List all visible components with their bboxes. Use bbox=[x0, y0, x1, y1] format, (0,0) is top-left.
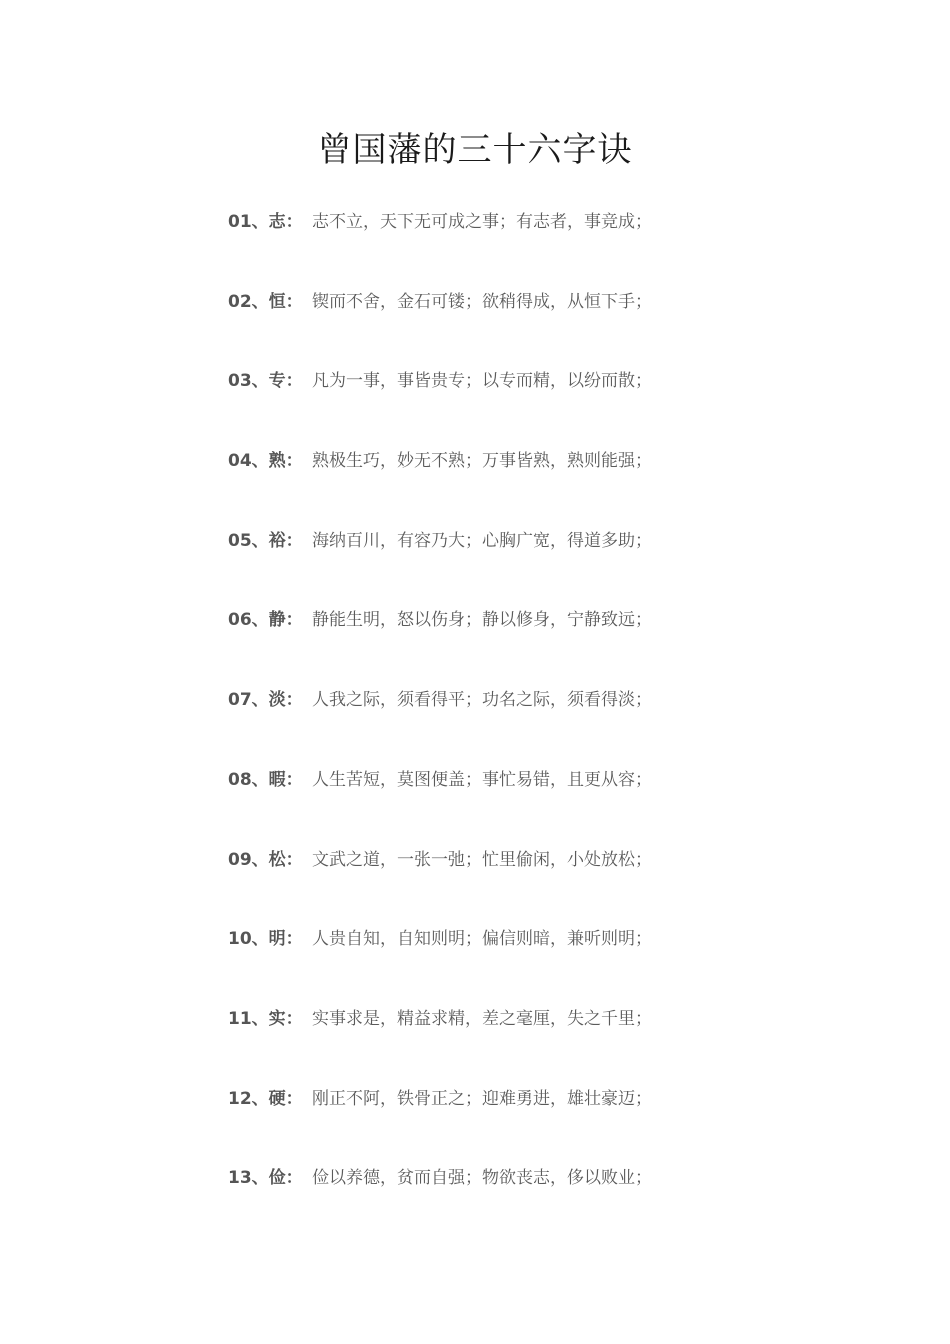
entry-text: 凡为一事，事皆贵专；以专而精，以纷而散； bbox=[312, 371, 652, 392]
list-item bbox=[228, 520, 748, 600]
entry-label: 12、硬： bbox=[228, 1088, 303, 1109]
entry-text: 熟极生巧，妙无不熟；万事皆熟，熟则能强； bbox=[312, 451, 652, 472]
entry-text: 海纳百川，有容乃大；心胸广宽，得道多助； bbox=[312, 530, 652, 551]
entry-text: 刚正不阿，铁骨正之；迎难勇进，雄壮豪迈； bbox=[312, 1088, 652, 1109]
list-item bbox=[228, 679, 748, 759]
list-item bbox=[228, 1078, 748, 1158]
list-item bbox=[228, 998, 748, 1078]
entry-text: 实事求是，精益求精，差之毫厘，失之千里； bbox=[312, 1008, 652, 1029]
entry-label: 04、熟： bbox=[228, 451, 303, 472]
entry-list bbox=[228, 201, 748, 1237]
entry-text: 文武之道，一张一弛；忙里偷闲，小处放松； bbox=[312, 849, 652, 870]
list-item bbox=[228, 201, 748, 281]
list-item bbox=[228, 839, 748, 919]
entry-text: 人我之际，须看得平；功名之际，须看得淡； bbox=[312, 690, 652, 711]
entry-label: 05、裕： bbox=[228, 530, 303, 551]
list-item bbox=[228, 1157, 748, 1237]
entry-label: 13、俭： bbox=[228, 1168, 303, 1189]
entry-label: 01、志： bbox=[228, 212, 303, 232]
entry-text: 静能生明，怒以伤身；静以修身，宁静致远； bbox=[312, 610, 652, 631]
entry-label: 02、恒： bbox=[228, 291, 303, 312]
entry-label: 11、实： bbox=[228, 1008, 303, 1029]
entry-label: 08、暇： bbox=[228, 769, 303, 790]
entry-label: 09、松： bbox=[228, 849, 303, 870]
entry-label: 03、专： bbox=[228, 371, 303, 392]
entry-label: 10、明： bbox=[228, 929, 303, 950]
entry-text: 人生苦短，莫图便盖；事忙易错，且更从容； bbox=[312, 769, 652, 790]
page-title: 曾国藩的三十六字诀 bbox=[317, 130, 633, 170]
list-item bbox=[228, 440, 748, 520]
entry-label: 06、静： bbox=[228, 610, 303, 631]
list-item bbox=[228, 759, 748, 839]
list-item bbox=[228, 281, 748, 361]
entry-text: 志不立，天下无可成之事；有志者，事竞成； bbox=[312, 212, 652, 232]
list-item bbox=[228, 599, 748, 679]
entry-label: 07、淡： bbox=[228, 690, 303, 711]
list-item bbox=[228, 918, 748, 998]
entry-text: 锲而不舍，金石可镂；欲稍得成，从恒下手； bbox=[312, 291, 652, 312]
list-item bbox=[228, 360, 748, 440]
entry-text: 人贵自知，自知则明；偏信则暗，兼听则明； bbox=[312, 929, 652, 950]
entry-text: 俭以养德，贫而自强；物欲丧志，侈以败业； bbox=[312, 1168, 652, 1189]
